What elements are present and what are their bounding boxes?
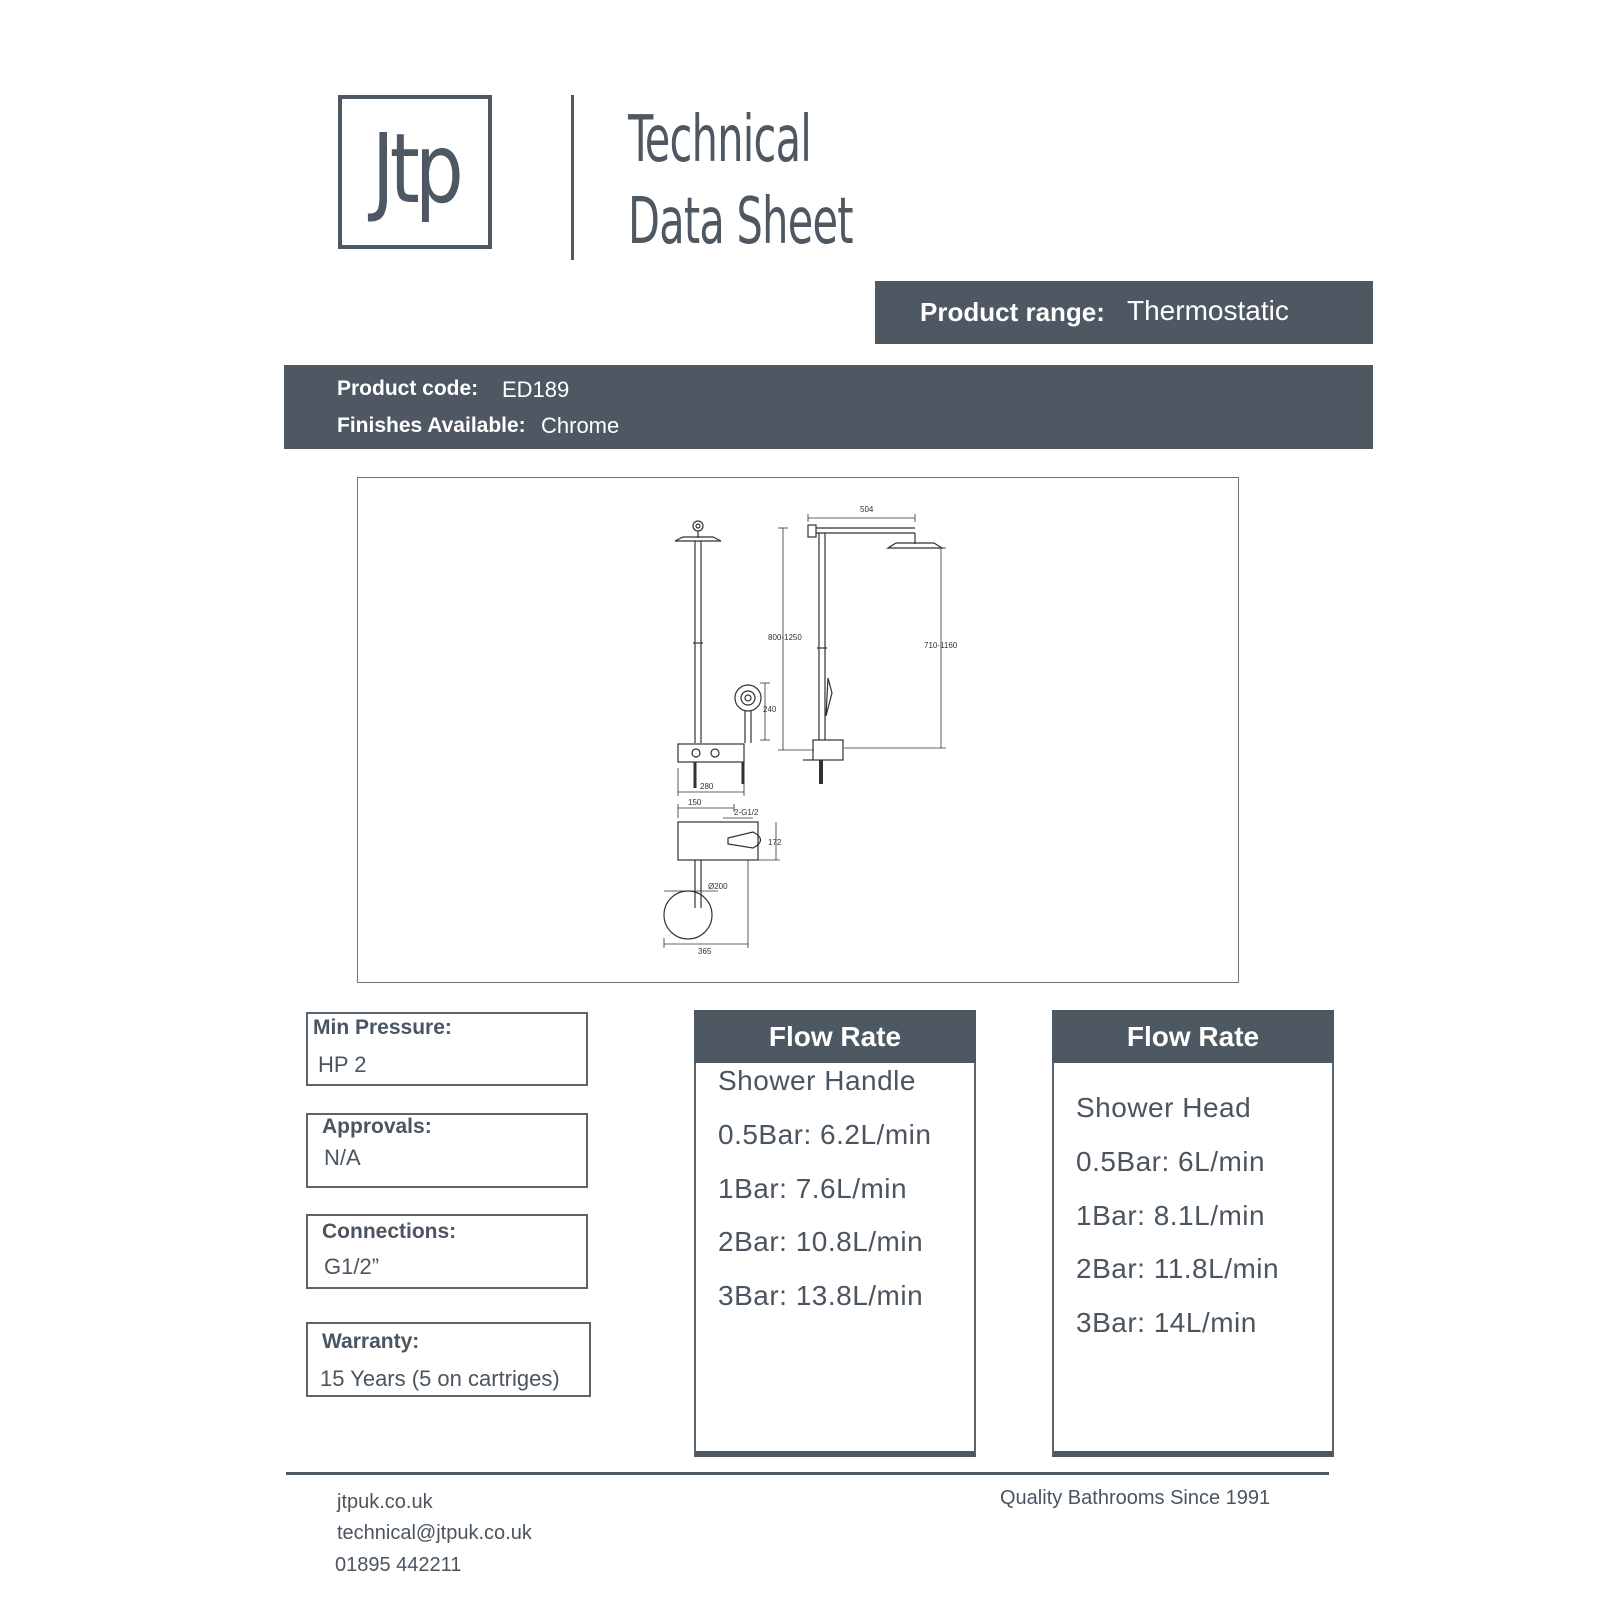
flow-rate-head-subtitle: Shower Head — [1076, 1092, 1252, 1123]
footer-website[interactable]: jtpuk.co.uk — [337, 1491, 433, 1513]
technical-drawing-frame — [357, 477, 1239, 983]
title-line-1: Technical — [628, 103, 812, 177]
flow-rate-head-line-4: 3Bar: 14L/min — [1076, 1307, 1257, 1338]
title-line-2: Data Sheet — [628, 185, 853, 259]
dim-label-7: 2-G1/2 — [734, 808, 759, 817]
flow-rate-handle-subtitle: Shower Handle — [718, 1065, 916, 1096]
dim-label-1: 504 — [860, 505, 874, 514]
finishes-label: Finishes Available: — [337, 414, 526, 437]
footer-divider — [286, 1472, 1329, 1475]
spec-warranty-value: 15 Years (5 on cartriges) — [320, 1366, 560, 1391]
spec-connections-title: Connections: — [322, 1220, 457, 1243]
spec-connections-value: G1/2” — [324, 1254, 380, 1279]
product-code-value: ED189 — [502, 377, 570, 402]
side-view — [778, 514, 946, 784]
spec-warranty — [306, 1322, 591, 1397]
flow-rate-head-panel — [1052, 1010, 1334, 1457]
header-divider — [571, 95, 574, 260]
spec-min-pressure — [306, 1012, 588, 1086]
flow-rate-handle-line-4: 3Bar: 13.8L/min — [718, 1280, 924, 1311]
logo-text: Jtp — [371, 113, 459, 225]
plan-view — [664, 804, 780, 948]
product-range-label: Product range: — [920, 297, 1105, 327]
product-range-value: Thermostatic — [1127, 295, 1289, 326]
spec-warranty-title: Warranty: — [322, 1330, 420, 1353]
flow-rate-head-line-1: 0.5Bar: 6L/min — [1076, 1146, 1266, 1177]
product-code-bar — [284, 365, 1373, 449]
dim-label-5: 280 — [700, 782, 714, 791]
flow-rate-head-line-3: 2Bar: 11.8L/min — [1076, 1253, 1280, 1284]
dim-label-8: 172 — [768, 838, 782, 847]
flow-rate-handle-heading: Flow Rate — [694, 1010, 976, 1063]
flow-rate-handle-line-3: 2Bar: 10.8L/min — [718, 1226, 924, 1257]
dim-label-10: 365 — [698, 947, 712, 956]
flow-rate-handle-line-1: 0.5Bar: 6.2L/min — [718, 1119, 932, 1150]
spec-connections — [306, 1214, 588, 1289]
dim-label-2: 800-1250 — [768, 633, 802, 642]
spec-min-pressure-title: Min Pressure: — [313, 1016, 452, 1039]
spec-min-pressure-value: HP 2 — [318, 1052, 367, 1077]
finishes-value: Chrome — [541, 413, 620, 438]
dim-label-6: 150 — [688, 798, 702, 807]
dim-label-9: Ø200 — [708, 882, 728, 891]
flow-rate-head-heading: Flow Rate — [1052, 1010, 1334, 1063]
footer-tagline: Quality Bathrooms Since 1991 — [1000, 1487, 1271, 1509]
product-range-bar — [875, 281, 1373, 344]
spec-approvals-value: N/A — [324, 1145, 361, 1170]
footer-phone: 01895 442211 — [335, 1554, 462, 1576]
dim-label-3: 710-1160 — [924, 641, 958, 650]
technical-drawing — [358, 478, 1237, 981]
jtp-logo — [338, 95, 492, 249]
flow-rate-head-line-2: 1Bar: 8.1L/min — [1076, 1200, 1266, 1231]
product-code-label: Product code: — [337, 377, 479, 400]
footer-email[interactable]: technical@jtpuk.co.uk — [337, 1522, 532, 1544]
flow-rate-handle-panel — [694, 1010, 976, 1457]
front-view — [675, 521, 770, 796]
flow-rate-handle-line-2: 1Bar: 7.6L/min — [718, 1173, 908, 1204]
dim-label-4: 240 — [763, 705, 777, 714]
spec-approvals-title: Approvals: — [322, 1115, 432, 1138]
spec-approvals — [306, 1113, 588, 1188]
